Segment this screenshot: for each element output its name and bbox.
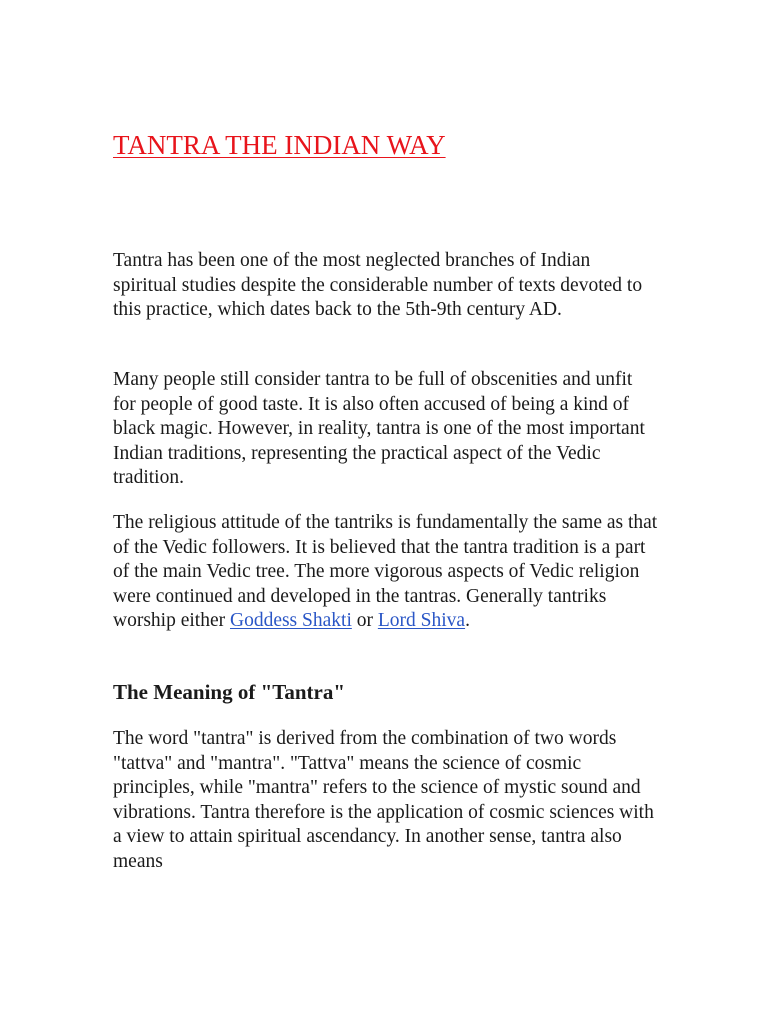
paragraph-text-between-links: or — [351, 610, 378, 632]
paragraph-text-before-links: The religious attitude of the tantriks is fundamentally the same as that of the Vedic followers. It is believed that the tantra tradition is a part of the main Vedic tree. The more vigorous aspects of Vedic religion were continued and developed in the tantras. Generally tantriks worship either — [113, 512, 658, 632]
paragraph-text-after-links: . — [465, 610, 470, 632]
paragraph-misconceptions: Many people still consider tantra to be full of obscenities and unfit for people of good taste. It is also often accused of being a kind of black magic. However, in reality, tantra is one of the most important Indian traditions, representing the practical aspect of the Vedic tradition. — [113, 369, 645, 489]
lord-shiva-link[interactable]: Lord Shiva — [377, 610, 466, 632]
paragraph-intro: Tantra has been one of the most neglected branches of Indian spiritual studies despite the considerable number of texts devoted to this practice, which dates back to the 5th-9th century AD. — [113, 250, 643, 321]
paragraph-religious-attitude — [113, 511, 658, 634]
section-heading-meaning: The Meaning of "Tantra" — [113, 680, 345, 704]
paragraph-meaning: The word "tantra" is derived from the combination of two words "tattva" and "mantra". "Tattva" means the science of cosmic principles, while "mantra" refers to the science of mystic sound and vibrations. Tantra therefore is the application of cosmic sciences with a view to attain spiritual ascendancy. In another sense, tantra also means — [113, 728, 654, 872]
goddess-shakti-link[interactable]: Goddess Shakti — [229, 610, 352, 632]
document-title: TANTRA THE INDIAN WAY — [113, 130, 446, 160]
